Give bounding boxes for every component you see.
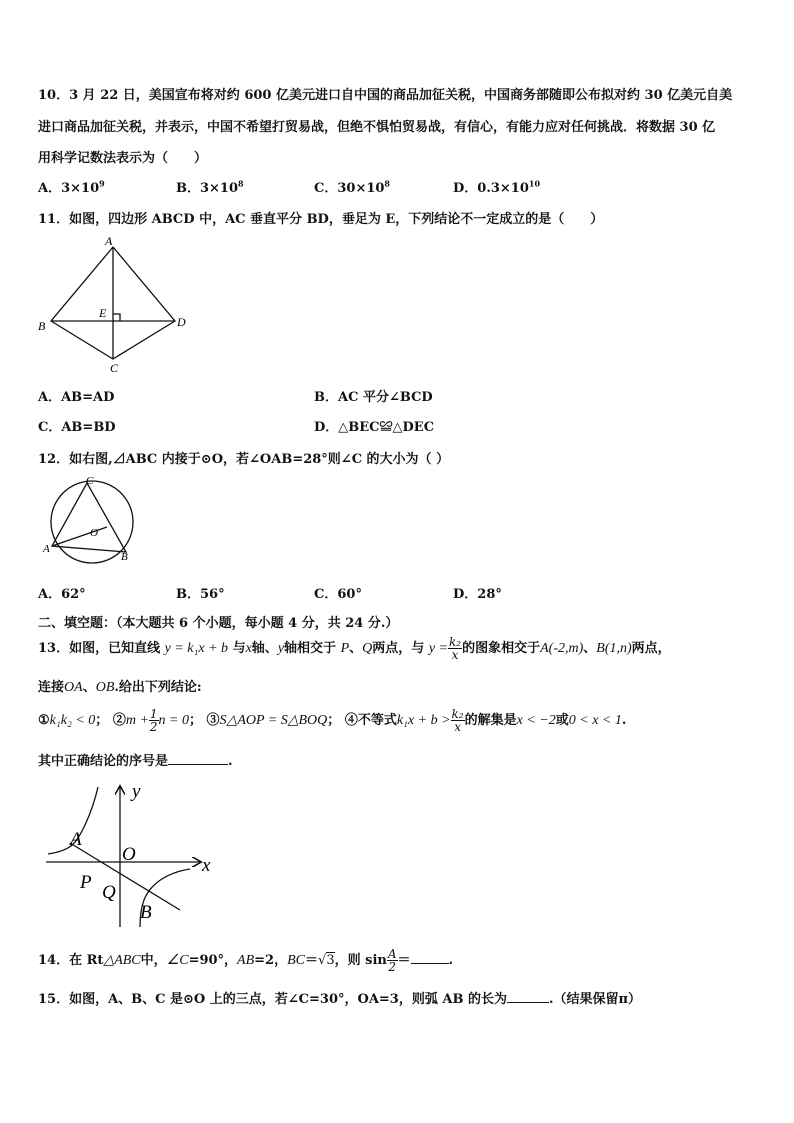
q13-stem-line2: 连接OA、OB.给出下列结论:: [38, 680, 202, 695]
q15-stem: 15．如图，A、B、C 是⊙O 上的三点，若∠C=30°，OA=3，则弧 AB 的长为 .（结果保留π）: [38, 992, 642, 1007]
q11-label-b: B: [38, 319, 46, 333]
q14-stem: 14．在 Rt△ABC中，∠C=90°，AB=2，BC＝√3，则 sin $\frac{A}{2}$ ＝ .: [38, 947, 454, 974]
q11-label-a: A: [105, 234, 113, 248]
q13-label-x: x: [202, 855, 211, 876]
section-2-heading: 二、填空题：（本大题共 6 个小题，每小题 4 分，共 24 分.）: [38, 616, 399, 631]
q13-label-a: A: [70, 829, 82, 850]
q13-label-y: y: [132, 781, 141, 802]
q13-stem-line1: 13．如图，已知直线 y = k₁x + b 与x轴、y轴相交于 P、Q两点，与 y = $\frac{\text{k₂}}{x}$ 的图象相交于A(-2,m)、B(1,n)两点，: [38, 635, 671, 662]
q11-option-d: D．△BEC≌△DEC: [314, 420, 435, 435]
q10-option-b: B．$3\times 10^8$: [176, 178, 244, 196]
q11-option-b: B．AC 平分∠BCD: [314, 390, 433, 405]
q12-circle-figure: [36, 472, 140, 564]
q10-line1: 10．3 月 22 日，美国宣布将对约 600 亿美元进口自中国的商品加征关税，中国商务部随即公布拟对约 30 亿美元自美: [38, 88, 733, 103]
q10-line3: 用科学记数法表示为（ ）: [38, 151, 208, 166]
q10-option-a: A．$3\times 10^9$: [38, 178, 105, 196]
q12-option-b: B．56°: [176, 587, 225, 602]
q13-conclusions: ①k₁k₂ < 0； ②m + $\frac{1}{2}$ n = 0； ③S△AOP = S△BOQ； ④不等式k₁x + b > $\frac{\text{k₂}}{x}$ 的解集是x < −2或0 < x < 1.: [38, 707, 627, 734]
q12-label-a: A: [43, 543, 50, 555]
q12-label-c: C: [86, 475, 94, 487]
q12-option-d: D．28°: [453, 587, 502, 602]
q14-answer-blank[interactable]: [411, 963, 449, 964]
q11-stem: 11．如图，四边形 ABCD 中，AC 垂直平分 BD，垂足为 E，下列结论不一定成立的是（ ）: [38, 212, 604, 227]
q13-label-o: O: [122, 844, 136, 865]
q12-stem: 12．如右图,⊿ABC 内接于⊙O，若∠OAB=28°则∠C 的大小为（ ）: [38, 452, 450, 467]
q11-option-c: C．AB=BD: [38, 420, 116, 435]
q10-line2: 进口商品加征关税，并表示，中国不希望打贸易战，但绝不惧怕贸易战，有信心，有能力应对任何挑战．将数据 30 亿: [38, 120, 716, 135]
q10-option-d: D．$0.3\times 10^{10}$: [453, 178, 541, 196]
q11-label-e: E: [99, 306, 107, 320]
q15-answer-blank[interactable]: [507, 1002, 549, 1003]
q10-option-c: C．$30\times 10^8$: [314, 178, 390, 196]
q11-label-d: D: [177, 315, 186, 329]
q13-graph-figure: [40, 775, 225, 935]
q12-option-c: C．60°: [314, 587, 362, 602]
q11-label-c: C: [110, 361, 119, 374]
q12-option-a: A．62°: [38, 587, 86, 602]
q13-question: 其中正确结论的序号是 .: [38, 754, 233, 769]
q11-option-a: A．AB=AD: [38, 390, 115, 405]
q12-label-b: B: [121, 551, 128, 563]
q13-answer-blank[interactable]: [168, 764, 228, 765]
q13-label-b: B: [140, 902, 152, 923]
q12-label-o: O: [90, 527, 98, 539]
q11-quadrilateral-figure: [34, 234, 194, 374]
q13-label-p: P: [80, 872, 92, 893]
q13-label-q: Q: [102, 882, 116, 903]
